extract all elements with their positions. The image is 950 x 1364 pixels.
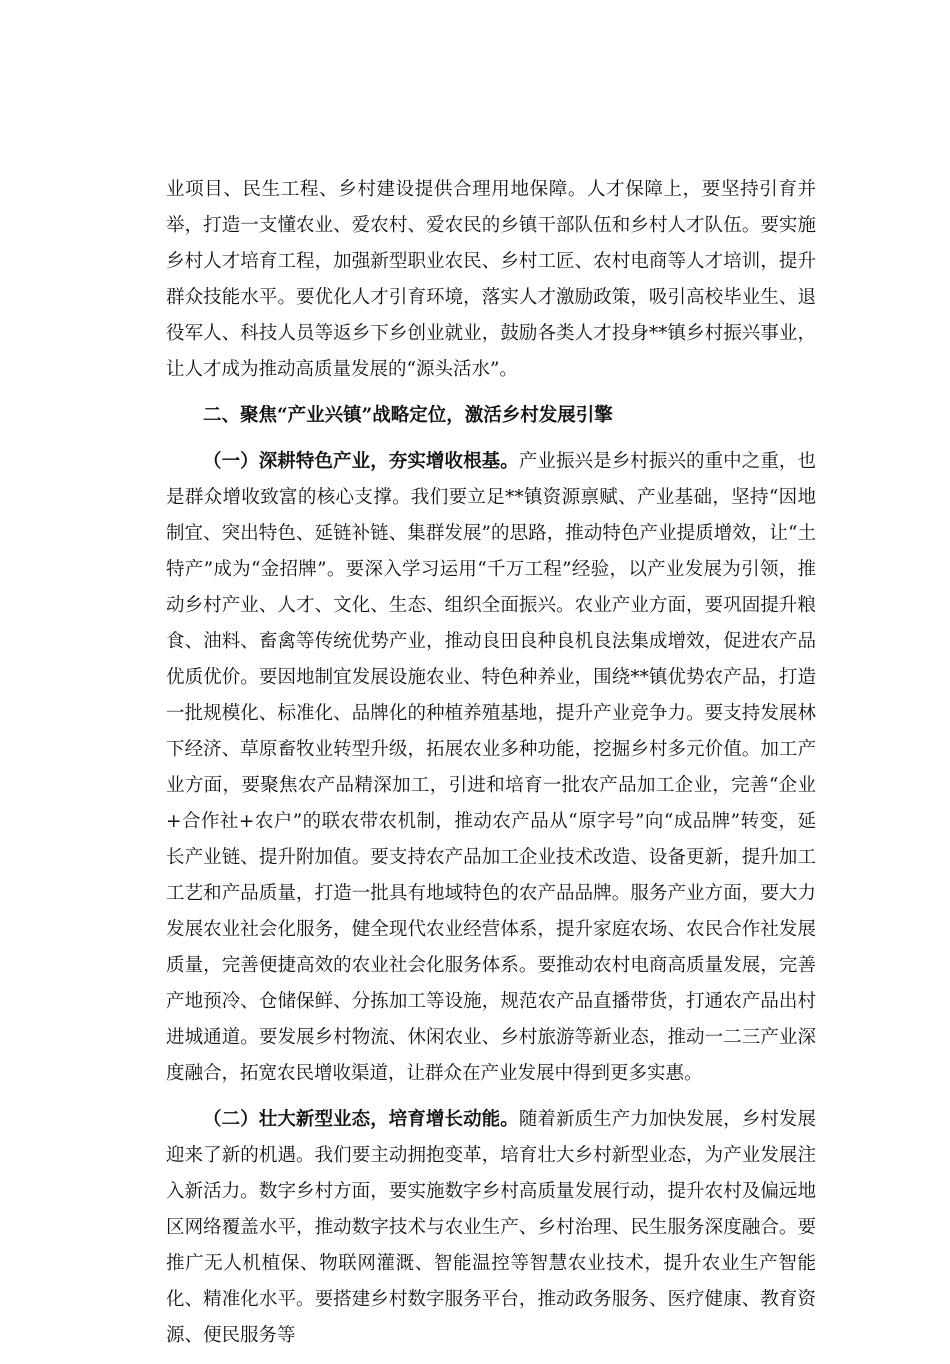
subsection-lead-2: （二）壮大新型业态，培育增长动能。 bbox=[203, 1109, 519, 1130]
subsection-body-1: 产业振兴是乡村振兴的重中之重，也是群众增收致富的核心支撑。我们要立足**镇资源禀赋、产业基础，坚持“因地制宜、突出特色、延链补链、集群发展”的思路，推动特色产业提质增效，让“土特产”成为“金招牌”。要深入学习运用“千万工程”经验，以产业发展为引领，推动乡村产业、人才、文化、生态、组织全面振兴。农业产业方面，要巩固提升粮食、油料、畜禽等传统优势产业，推动良田良种良机良法集成增效，促进农产品优质优价。要因地制宜发展设施农业、特色种养业，围绕**镇优势农产品，打造一批规模化、标准化、品牌化的种植养殖基地，提升产业竞争力。要支持发展林下经济、草原畜牧业转型升级，拓展农业多种功能，挖掘乡村多元价值。加工产业方面，要聚焦农产品精深加工，引进和培育一批农产品加工企业，完善“企业+合作社+农户”的联农带农机制，推动农产品从“原字号”向“成品牌”转变，延长产业链、提升附加值。要支持农产品加工企业技术改造、设备更新，提升加工工艺和产品质量，打造一批具有地域特色的农产品品牌。服务产业方面，要大力发展农业社会化服务，健全现代农业经营体系，提升家庭农场、农民合作社发展质量，完善便捷高效的农业社会化服务体系。要推动农村电商高质量发展，完善产地预冷、仓储保鲜、分拣加工等设施，规范农产品直播带货，打通农产品出村进城通道。要发展乡村物流、休闲农业、乡村旅游等新业态，推动一二三产业深度融合，拓宽农民增收渠道，让群众在产业发展中得到更多实惠。 bbox=[166, 451, 816, 1084]
subsection-body-2: 随着新质生产力加快发展，乡村发展迎来了新的机遇。我们要主动拥抱变革，培育壮大乡村新型业态，为产业发展注入新活力。数字乡村方面，要实施数字乡村高质量发展行动，提升农村及偏远地区网络覆盖水平，推动数字技术与农业生产、乡村治理、民生服务深度融合。要推广无人机植保、物联网灌溉、智能温控等智慧农业技术，提升农业生产智能化、精准化水平。要搭建乡村数字服务平台，推动政务服务、医疗健康、教育资源、便民服务等 bbox=[166, 1109, 816, 1346]
document-body bbox=[166, 172, 816, 1364]
paragraph-talent-support: 业项目、民生工程、乡村建设提供合理用地保障。人才保障上，要坚持引育并举，打造一支懂农业、爱农村、爱农民的乡镇干部队伍和乡村人才队伍。要实施乡村人才培育工程，加强新型职业农民、乡村工匠、农村电商等人才培训，提升群众技能水平。要优化人才引育环境，落实人才激励政策，吸引高校毕业生、退役军人、科技人员等返乡下乡创业就业，鼓励各类人才投身**镇乡村振兴事业，让人才成为推动高质量发展的“源头活水”。 bbox=[166, 179, 816, 380]
section-heading: 二、聚焦“产业兴镇”战略定位，激活乡村发展引擎 bbox=[203, 405, 613, 426]
subsection-lead-1: （一）深耕特色产业，夯实增收根基。 bbox=[203, 451, 519, 472]
paragraph-characteristic-industry bbox=[166, 444, 816, 1092]
paragraph-new-business-forms bbox=[166, 1102, 816, 1354]
